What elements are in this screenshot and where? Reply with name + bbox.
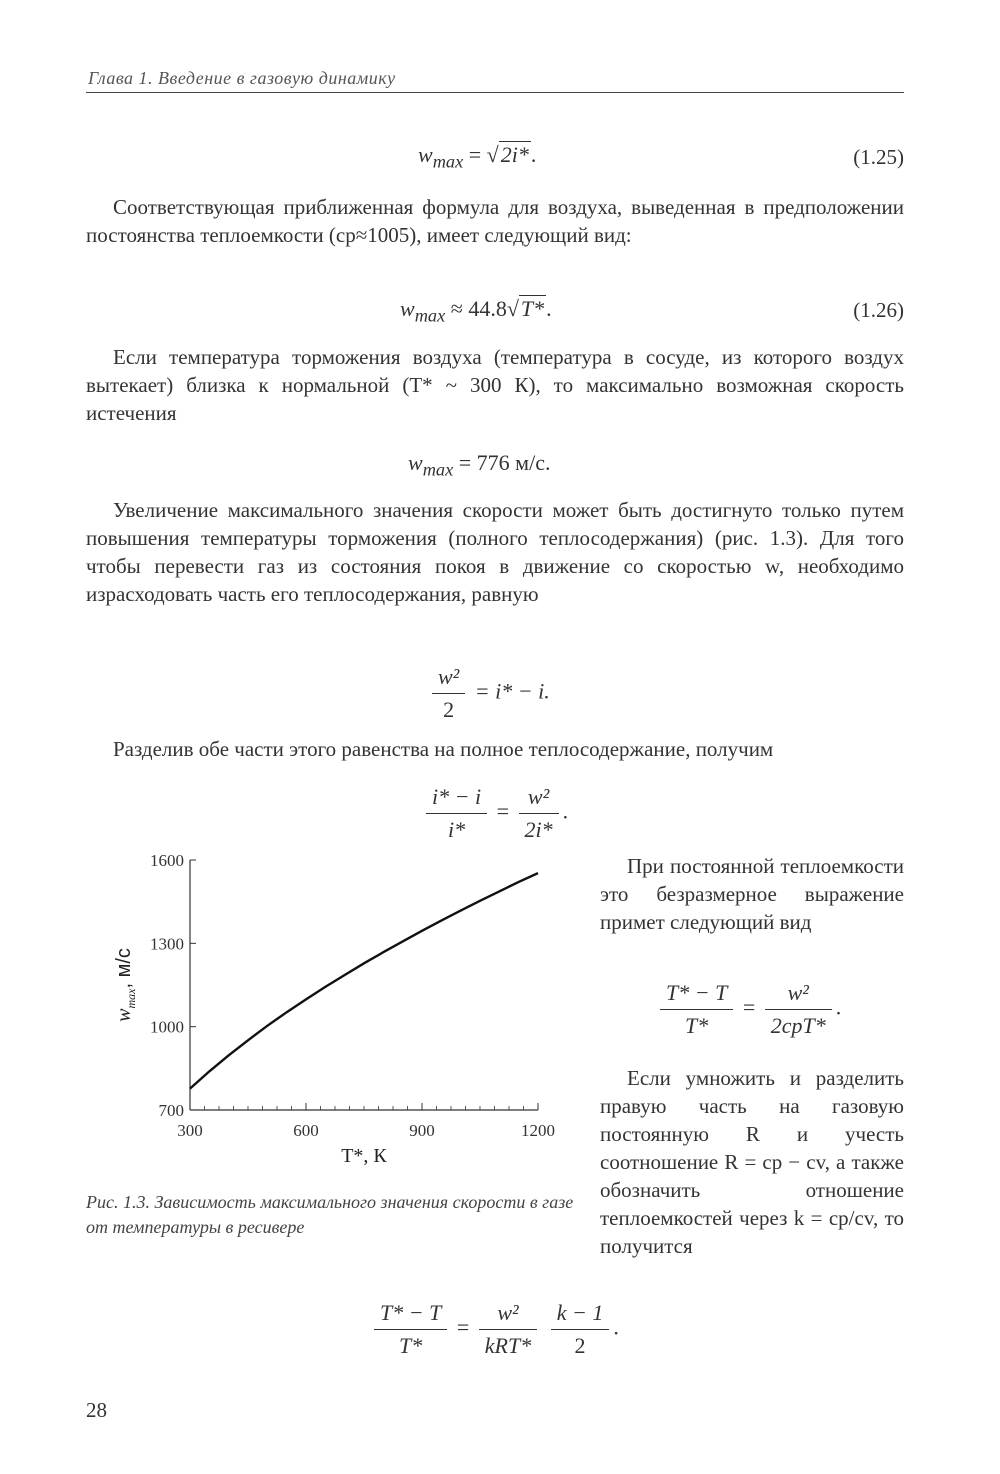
y-axis-title <box>113 948 138 1022</box>
eq-rel: = <box>496 798 509 824</box>
side-paragraph-dimensionless: При постоянной теплоемкости это безразмерное выражение примет следующий вид <box>600 854 904 934</box>
eq-rel: = <box>458 450 472 475</box>
x-tick-label: 300 <box>177 1121 203 1140</box>
eq-rhs: = i* − i. <box>474 678 550 704</box>
y-tick-label: 1600 <box>150 851 184 870</box>
eq-fraction <box>551 1300 610 1359</box>
eq-tail: . <box>613 1314 619 1340</box>
eq-num: w² <box>527 784 550 809</box>
eq-den: 2 <box>443 697 455 722</box>
eq-den: i* <box>447 817 466 842</box>
eq-var: w <box>418 142 433 167</box>
eq-rel: = <box>468 142 482 167</box>
y-tick-label: 700 <box>158 1101 184 1120</box>
eq-var: w <box>408 450 423 475</box>
eq-den: kRT* <box>484 1333 532 1358</box>
paragraph-divide: Разделив обе части этого равенства на полное теплосодержание, получим <box>113 737 774 761</box>
equation-max-velocity <box>408 450 550 480</box>
x-tick-label: 900 <box>409 1121 435 1140</box>
eq-sub: max <box>422 459 454 480</box>
equation-1-25 <box>418 142 536 172</box>
eq-rel: ≈ <box>450 296 463 321</box>
eq-fraction <box>519 784 559 843</box>
equation-number-1-25: (1.25) <box>853 145 904 169</box>
eq-sub: max <box>432 151 464 172</box>
eq-rel: = <box>456 1314 470 1340</box>
eq-num: w² <box>787 980 809 1005</box>
eq-num: k − 1 <box>556 1300 604 1325</box>
eq-den: T* <box>685 1013 709 1038</box>
header-rule <box>86 92 904 93</box>
eq-num: w² <box>497 1300 519 1325</box>
eq-num: T* − T <box>666 980 728 1005</box>
eq-value: 776 м/с. <box>476 450 551 475</box>
eq-fraction <box>426 784 487 843</box>
equation-ratio <box>422 784 568 843</box>
eq-tail: . <box>562 798 569 824</box>
eq-fraction <box>765 980 832 1039</box>
eq-fraction <box>432 664 465 723</box>
page-number: 28 <box>86 1398 107 1422</box>
eq-den: 2cpT* <box>770 1013 826 1038</box>
velocity-temperature-chart <box>86 840 586 1180</box>
eq-fraction <box>479 1300 537 1359</box>
equation-final <box>370 1300 619 1359</box>
paragraph-air-formula: Соответствующая приближенная формула для воздуха, выведенная в предположении постоянства теплоемкости (cp≈1005), имеет следующий вид: <box>86 195 904 247</box>
equation-number-1-26: (1.26) <box>853 298 904 322</box>
eq-fraction <box>660 980 733 1039</box>
sqrt-sign: √ <box>506 296 519 321</box>
y-axis-title-var: w <box>113 1008 135 1022</box>
paragraph-normal-temp: Если температура торможения воздуха (температура в сосуде, из которого воздух вытекает) близка к нормальной (T* ~ 300 К), то максимально возможная скорость истечения <box>86 345 904 425</box>
y-tick-label: 1000 <box>150 1017 184 1037</box>
equation-temperature <box>656 980 841 1039</box>
eq-den: 2i* <box>524 817 553 842</box>
figure-caption: Рис. 1.3. Зависимость максимального значения скорости в газе от температуры в ресивере <box>86 1192 574 1237</box>
eq-num: w² <box>438 664 460 689</box>
x-tick-label: 600 <box>293 1121 319 1140</box>
paragraph-increase-velocity: Увеличение максимального значения скорости может быть достигнуто только путем повышения температуры торможения (полного теплосодержания) (рис. 1.3). Для того чтобы перевести газ из состояния покоя в движение со скоростью w, необходимо израсходовать часть его теплосодержания, равную <box>86 498 904 606</box>
series-line <box>190 873 538 1089</box>
eq-var: w <box>400 296 415 321</box>
x-tick-label: 1200 <box>521 1121 555 1140</box>
eq-fraction <box>374 1300 447 1359</box>
eq-sub: max <box>414 305 446 326</box>
eq-tail: . <box>546 296 552 321</box>
eq-rel: = <box>742 994 756 1020</box>
y-tick-label: 1300 <box>150 934 184 954</box>
equation-energy <box>428 664 550 723</box>
eq-num: T* − T <box>380 1300 442 1325</box>
y-axis-title-sub: max <box>124 988 138 1009</box>
eq-tail: . <box>530 142 537 167</box>
eq-sqrt-arg: T* <box>520 296 545 321</box>
equation-1-26 <box>400 296 552 326</box>
eq-den: 2 <box>574 1333 586 1358</box>
sqrt-sign: √ <box>486 142 499 167</box>
eq-den: T* <box>399 1333 423 1358</box>
eq-coef: 44.8 <box>468 296 507 321</box>
eq-tail: . <box>835 994 842 1020</box>
y-axis-title-unit: , м/с <box>113 948 135 989</box>
eq-num: i* − i <box>432 784 482 809</box>
side-paragraph-gas-constant: Если умножить и разделить правую часть на газовую постоянную R и учесть соотношение R = cp − cv, а также обозначить отношение теплоемкостей через k = cp/cv, то получится <box>600 1066 904 1258</box>
eq-sqrt-arg: 2i* <box>500 142 529 167</box>
running-header: Глава 1. Введение в газовую динамику <box>88 68 396 88</box>
x-axis-title: T*, К <box>341 1145 387 1167</box>
